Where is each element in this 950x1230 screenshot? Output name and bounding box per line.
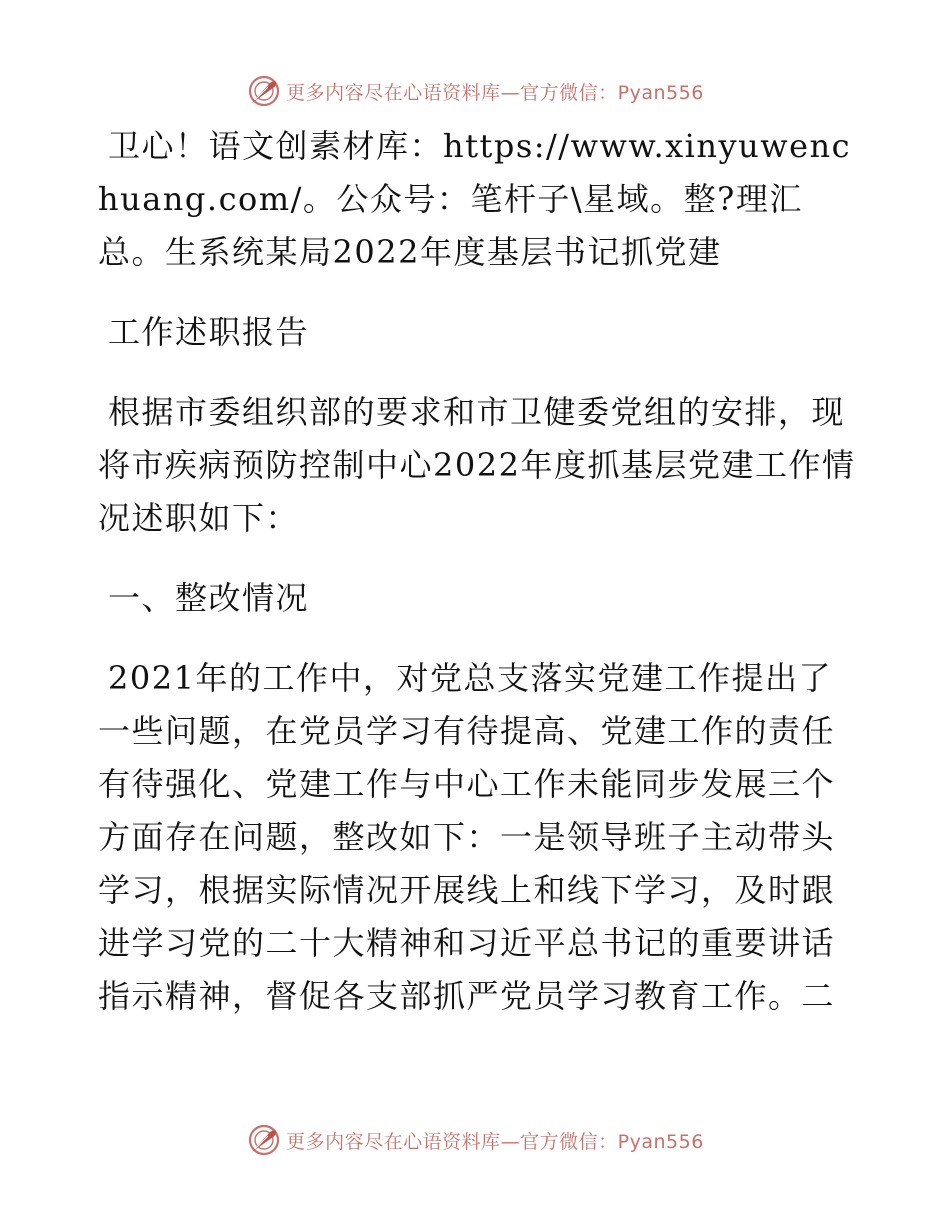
- section-heading: 一、整改情况: [108, 579, 310, 617]
- report-title: 工作述职报告: [108, 313, 310, 351]
- quill-circle-logo-icon: [246, 73, 282, 109]
- header-watermark-banner: [0, 71, 950, 111]
- body-paragraph: 2021年的工作中，对党总支落实党建工作提出了一些问题，在党员学习有待提高、党建工作的责任有待强化、党建工作与中心工作未能同步发展三个方面存在问题，整改如下：一是领导班子主动带头学习，根据实际情况开展线上和线下学习，及时跟进学习党的二十大精神和习近平总书记的重要讲话指示精神，督促各支部抓严党员学习教育工作。二: [98, 659, 836, 1015]
- watermark-text: 更多内容尽在心语资料库—官方微信：Pyan556: [286, 81, 704, 104]
- watermark-text: 更多内容尽在心语资料库—官方微信：Pyan556: [286, 1130, 704, 1153]
- intro-paragraph: 卫心！语文创素材库：https://www.xinyuwenchuang.com/。公众号：笔杆子\星域。整?理汇总。生系统某局2022年度基层书记抓党建: [98, 127, 852, 271]
- footer-watermark-banner: [0, 1120, 950, 1160]
- document-body: [98, 120, 858, 1050]
- quill-circle-logo-icon: [246, 1122, 282, 1158]
- opening-paragraph: 根据市委组织部的要求和市卫健委党组的安排，现将市疾病预防控制中心2022年度抓基层党建工作情况述职如下：: [98, 393, 856, 537]
